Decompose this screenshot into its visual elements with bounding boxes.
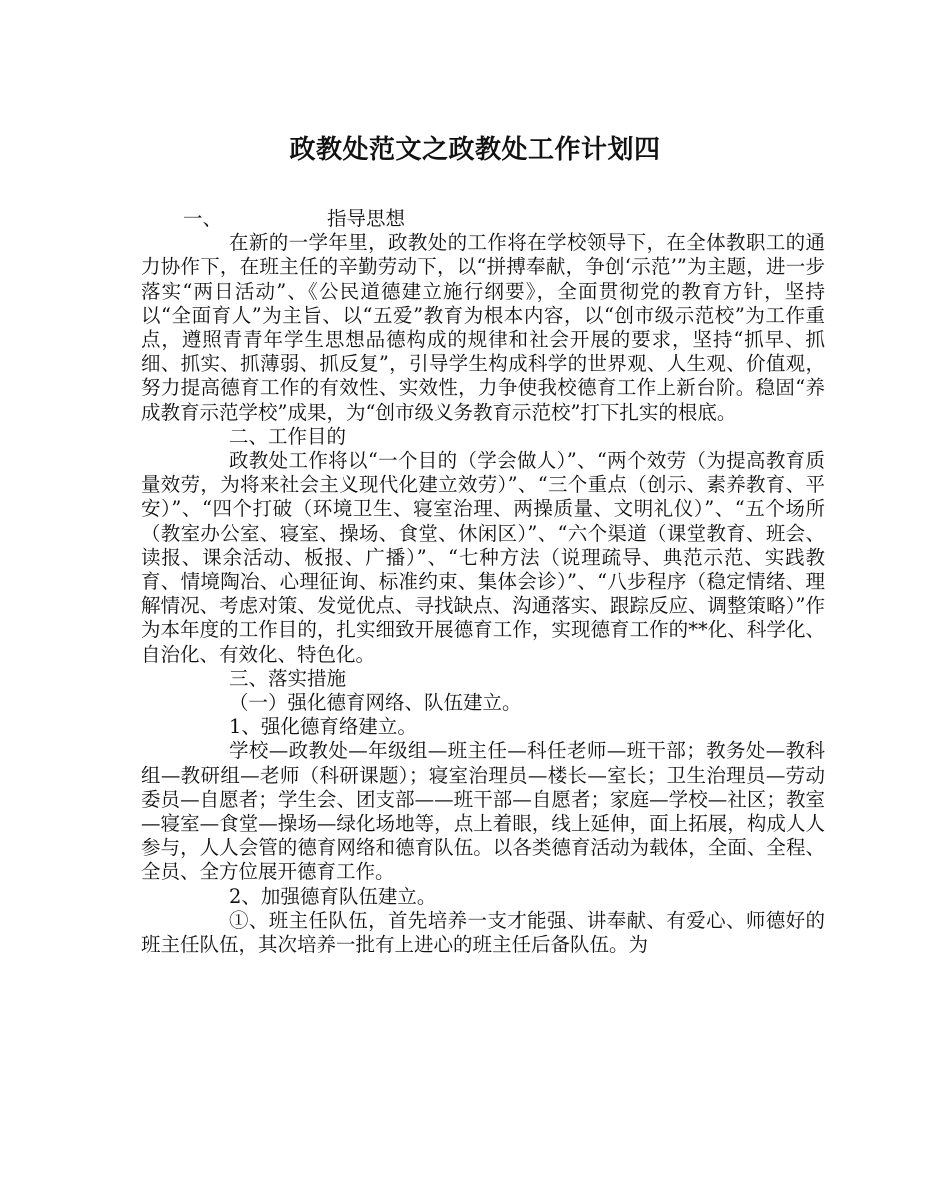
section-number: 一、 bbox=[183, 207, 223, 230]
section-heading-text: 指导思想 bbox=[327, 207, 406, 230]
paragraph-work-goal: 政教处工作将以“一个目的（学会做人）”、“两个效劳（为提高教育质量效劳，为将来社会主义现代化建立效劳）”、“三个重点（创示、素养教育、平安）”、“四个打破（环境卫生、寝室治理、两操质量、文明礼仪）”、“五个场所（教室办公室、寝室、操场、食堂、休闲区）”、“六个渠道（课堂教育、班会、读报、课余活动、板报、广播）”、“七种方法（说理疏导、典范示范、实践教育、情境陶冶、心理征询、标准约束、集体会诊）”、“八步程序（稳定情绪、理解情况、考虑对策、发觉优点、寻找缺点、沟通落实、跟踪反应、调整策略）”作为本年度的工作目的，扎实细致开展德育工作，实现德育工作的**化、科学化、自治化、有效化、特色化。 bbox=[141, 449, 825, 666]
subsection-heading-network: （一）强化德育网络、队伍建立。 bbox=[229, 691, 522, 715]
section-heading-measures: 三、落实措施 bbox=[229, 666, 347, 690]
paragraph-team-building: ①、班主任队伍，首先培养一支才能强、讲奉献、有爱心、师德好的班主任队伍，其次培养一批有上进心的班主任后备队伍。为 bbox=[141, 908, 825, 957]
paragraph-network-building: 学校—政教处—年级组—班主任—科任老师—班干部；教务处—教科组—教研组—老师（科研课题）；寝室治理员—楼长—室长；卫生治理员—劳动委员—自愿者；学生会、团支部——班干部—自愿者；家庭—学校—社区；教室—寝室—食堂—操场—绿化场地等，点上着眼，线上延伸，面上拓展，构成人人参与，人人会管的德育网络和德育队伍。以各类德育活动为载体，全面、全程、全员、全方位展开德育工作。 bbox=[141, 739, 825, 884]
section-heading-work-goal: 二、工作目的 bbox=[229, 424, 347, 448]
section-heading-guiding-thought bbox=[141, 207, 825, 231]
item-heading-network-building: 1、强化德育络建立。 bbox=[229, 715, 417, 739]
document-title: 政教处范文之政教处工作计划四 bbox=[289, 135, 661, 165]
document-body bbox=[141, 207, 825, 957]
paragraph-guiding-thought: 在新的一学年里，政教处的工作将在学校领导下，在全体教职工的通力协作下，在班主任的辛勤劳动下，以“拼搏奉献，争创‘示范’”为主题，进一步落实“两日活动”、《公民道德建立施行纲要》，全面贯彻党的教育方针，坚持以“全面育人”为主旨、以“五爱”教育为根本内容，以“创市级示范校”为工作重点，遵照青青年学生思想品德构成的规律和社会开展的要求，坚持“抓早、抓细、抓实、抓薄弱、抓反复”，引导学生构成科学的世界观、人生观、价值观，努力提高德育工作的有效性、实效性，力争使我校德育工作上新台阶。稳固“养成教育示范学校”成果，为“创市级义务教育示范校”打下扎实的根底。 bbox=[141, 231, 825, 424]
item-heading-team-building: 2、加强德育队伍建立。 bbox=[229, 884, 437, 908]
